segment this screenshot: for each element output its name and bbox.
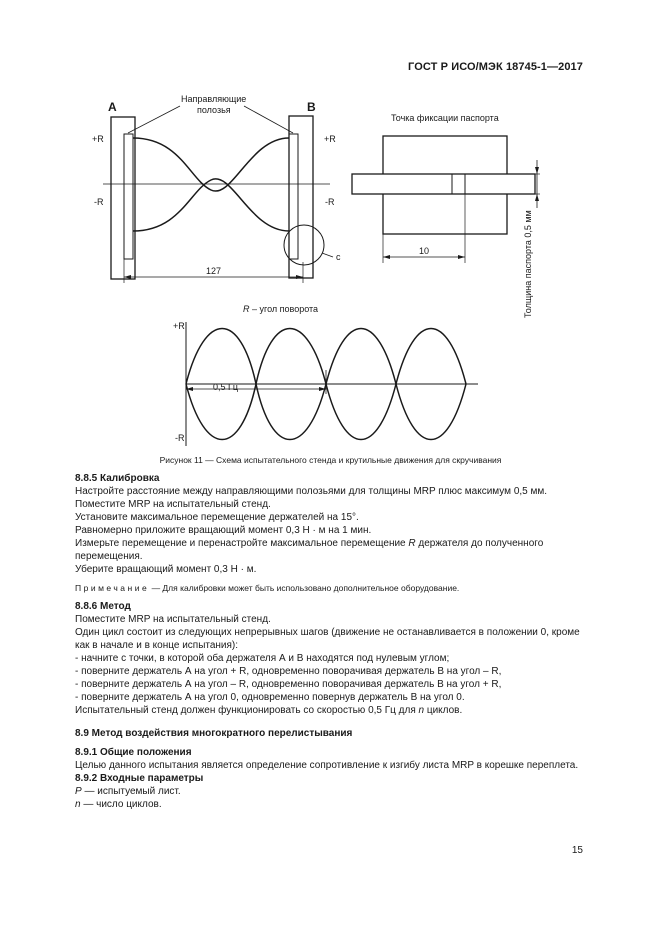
guides-leader-left <box>128 106 180 133</box>
wave-plus-r: +R <box>173 321 185 331</box>
guide-a-inner <box>124 134 133 259</box>
thickness-arrow-top <box>535 167 539 174</box>
s886-paragraph-2: Один цикл состоит из следующих непрерывных шагов (движение не останавливается в положении 0, кроме как в начале и в конце испытания): <box>75 627 580 651</box>
guides-leader-right <box>244 106 293 133</box>
plus-r-left: +R <box>92 134 104 144</box>
dim-10-value: 10 <box>419 246 430 256</box>
page-number: 15 <box>571 845 583 856</box>
note <box>75 582 583 595</box>
s885-paragraph-6: Уберите вращающий момент 0,3 Н · м. <box>75 564 257 575</box>
section-886-title: 8.8.6 Метод <box>75 601 131 612</box>
document-header: ГОСТ Р ИСО/МЭК 18745-1—2017 <box>408 61 583 73</box>
note-text: — Для калибровки может быть использовано дополнительное оборудование. <box>149 583 460 593</box>
label-a: A <box>108 100 117 114</box>
dim-10-arrow-left <box>383 255 390 259</box>
dim-10-arrow-right <box>458 255 465 259</box>
sheet-curve-top <box>133 138 289 191</box>
s885-paragraph-3: Установите максимальное перемещение держателей на 15°. <box>75 512 359 523</box>
detail-circle-c <box>284 225 324 265</box>
s886-list-item-2: - поверните держатель А на угол + R, одновременно поворачивая держатель В на угол – R, <box>75 666 502 677</box>
thickness-label: Толщина паспорта 0,5 мм <box>523 210 533 318</box>
s886-list-item-1: - начните с точки, в которой оба держателя А и В находятся под нулевым углом; <box>75 653 450 664</box>
passport-sheet <box>352 174 535 194</box>
s886-list-item-3: - поверните держатель А на угол – R, одновременно поворачивая держатель В на угол + R, <box>75 679 502 690</box>
holder-a <box>111 117 135 279</box>
guides-label-2: полозья <box>197 105 231 115</box>
guides-label-1: Направляющие <box>181 94 247 104</box>
section-885-title: 8.8.5 Калибровка <box>75 473 160 484</box>
s885-paragraph-1: Настройте расстояние между направляющими полозьями для толщины MRP плюс максимум 0,5 мм. <box>75 486 548 497</box>
minus-r-left: -R <box>94 197 104 207</box>
wave-minus-r: -R <box>175 433 185 443</box>
s885-paragraph-4: Равномерно приложите вращающий момент 0,3 Н · м на 1 мин. <box>75 525 372 536</box>
dim-127-value: 127 <box>206 266 222 276</box>
thickness-arrow-bottom <box>535 194 539 201</box>
minus-r-right: -R <box>325 197 335 207</box>
s886-list-item-4: - поверните держатель А на угол 0, одновременно повернув держатель В на угол 0. <box>75 692 465 703</box>
section-89-title: 8.9 Метод воздействия многократного перелистывания <box>75 728 353 739</box>
s885-paragraph-5: Измерьте перемещение и перенастройте максимальное перемещение R держателя до полученного перемещения. <box>75 538 544 562</box>
fixation-point-label: Точка фиксации паспорта <box>391 113 499 123</box>
s892-param-p: P — испытуемый лист. <box>75 786 181 797</box>
wave-freq-label: 0,5 Гц <box>213 382 239 392</box>
detail-c-leader <box>322 253 333 257</box>
section-891-title: 8.9.1 Общие положения <box>75 747 192 758</box>
s886-paragraph-1: Поместите MRP на испытательный стенд. <box>75 614 271 625</box>
s885-paragraph-2: Поместите MRP на испытательный стенд. <box>75 499 271 510</box>
s891-paragraph-1: Целью данного испытания является определение сопротивление к изгибу листа MRP в корешке переплета. <box>75 760 579 771</box>
figure-caption: Рисунок 11 — Схема испытательного стенда и крутильные движения для скручивания <box>159 455 502 465</box>
label-b: B <box>307 100 316 114</box>
plus-r-right: +R <box>324 134 336 144</box>
label-c: c <box>336 252 341 262</box>
note-label: Примечание <box>75 583 150 593</box>
section-892-title: 8.9.2 Входные параметры <box>75 773 204 784</box>
r-angle-caption: R – угол поворота <box>243 304 319 314</box>
sheet-curve-bottom <box>133 179 289 231</box>
s892-param-n: n — число циклов. <box>75 799 162 810</box>
guide-b-inner <box>289 134 298 259</box>
s886-paragraph-3: Испытательный стенд должен функционировать со скоростью 0,5 Гц для n циклов. <box>75 705 463 716</box>
holder-b <box>289 116 313 278</box>
body-text <box>75 472 583 811</box>
